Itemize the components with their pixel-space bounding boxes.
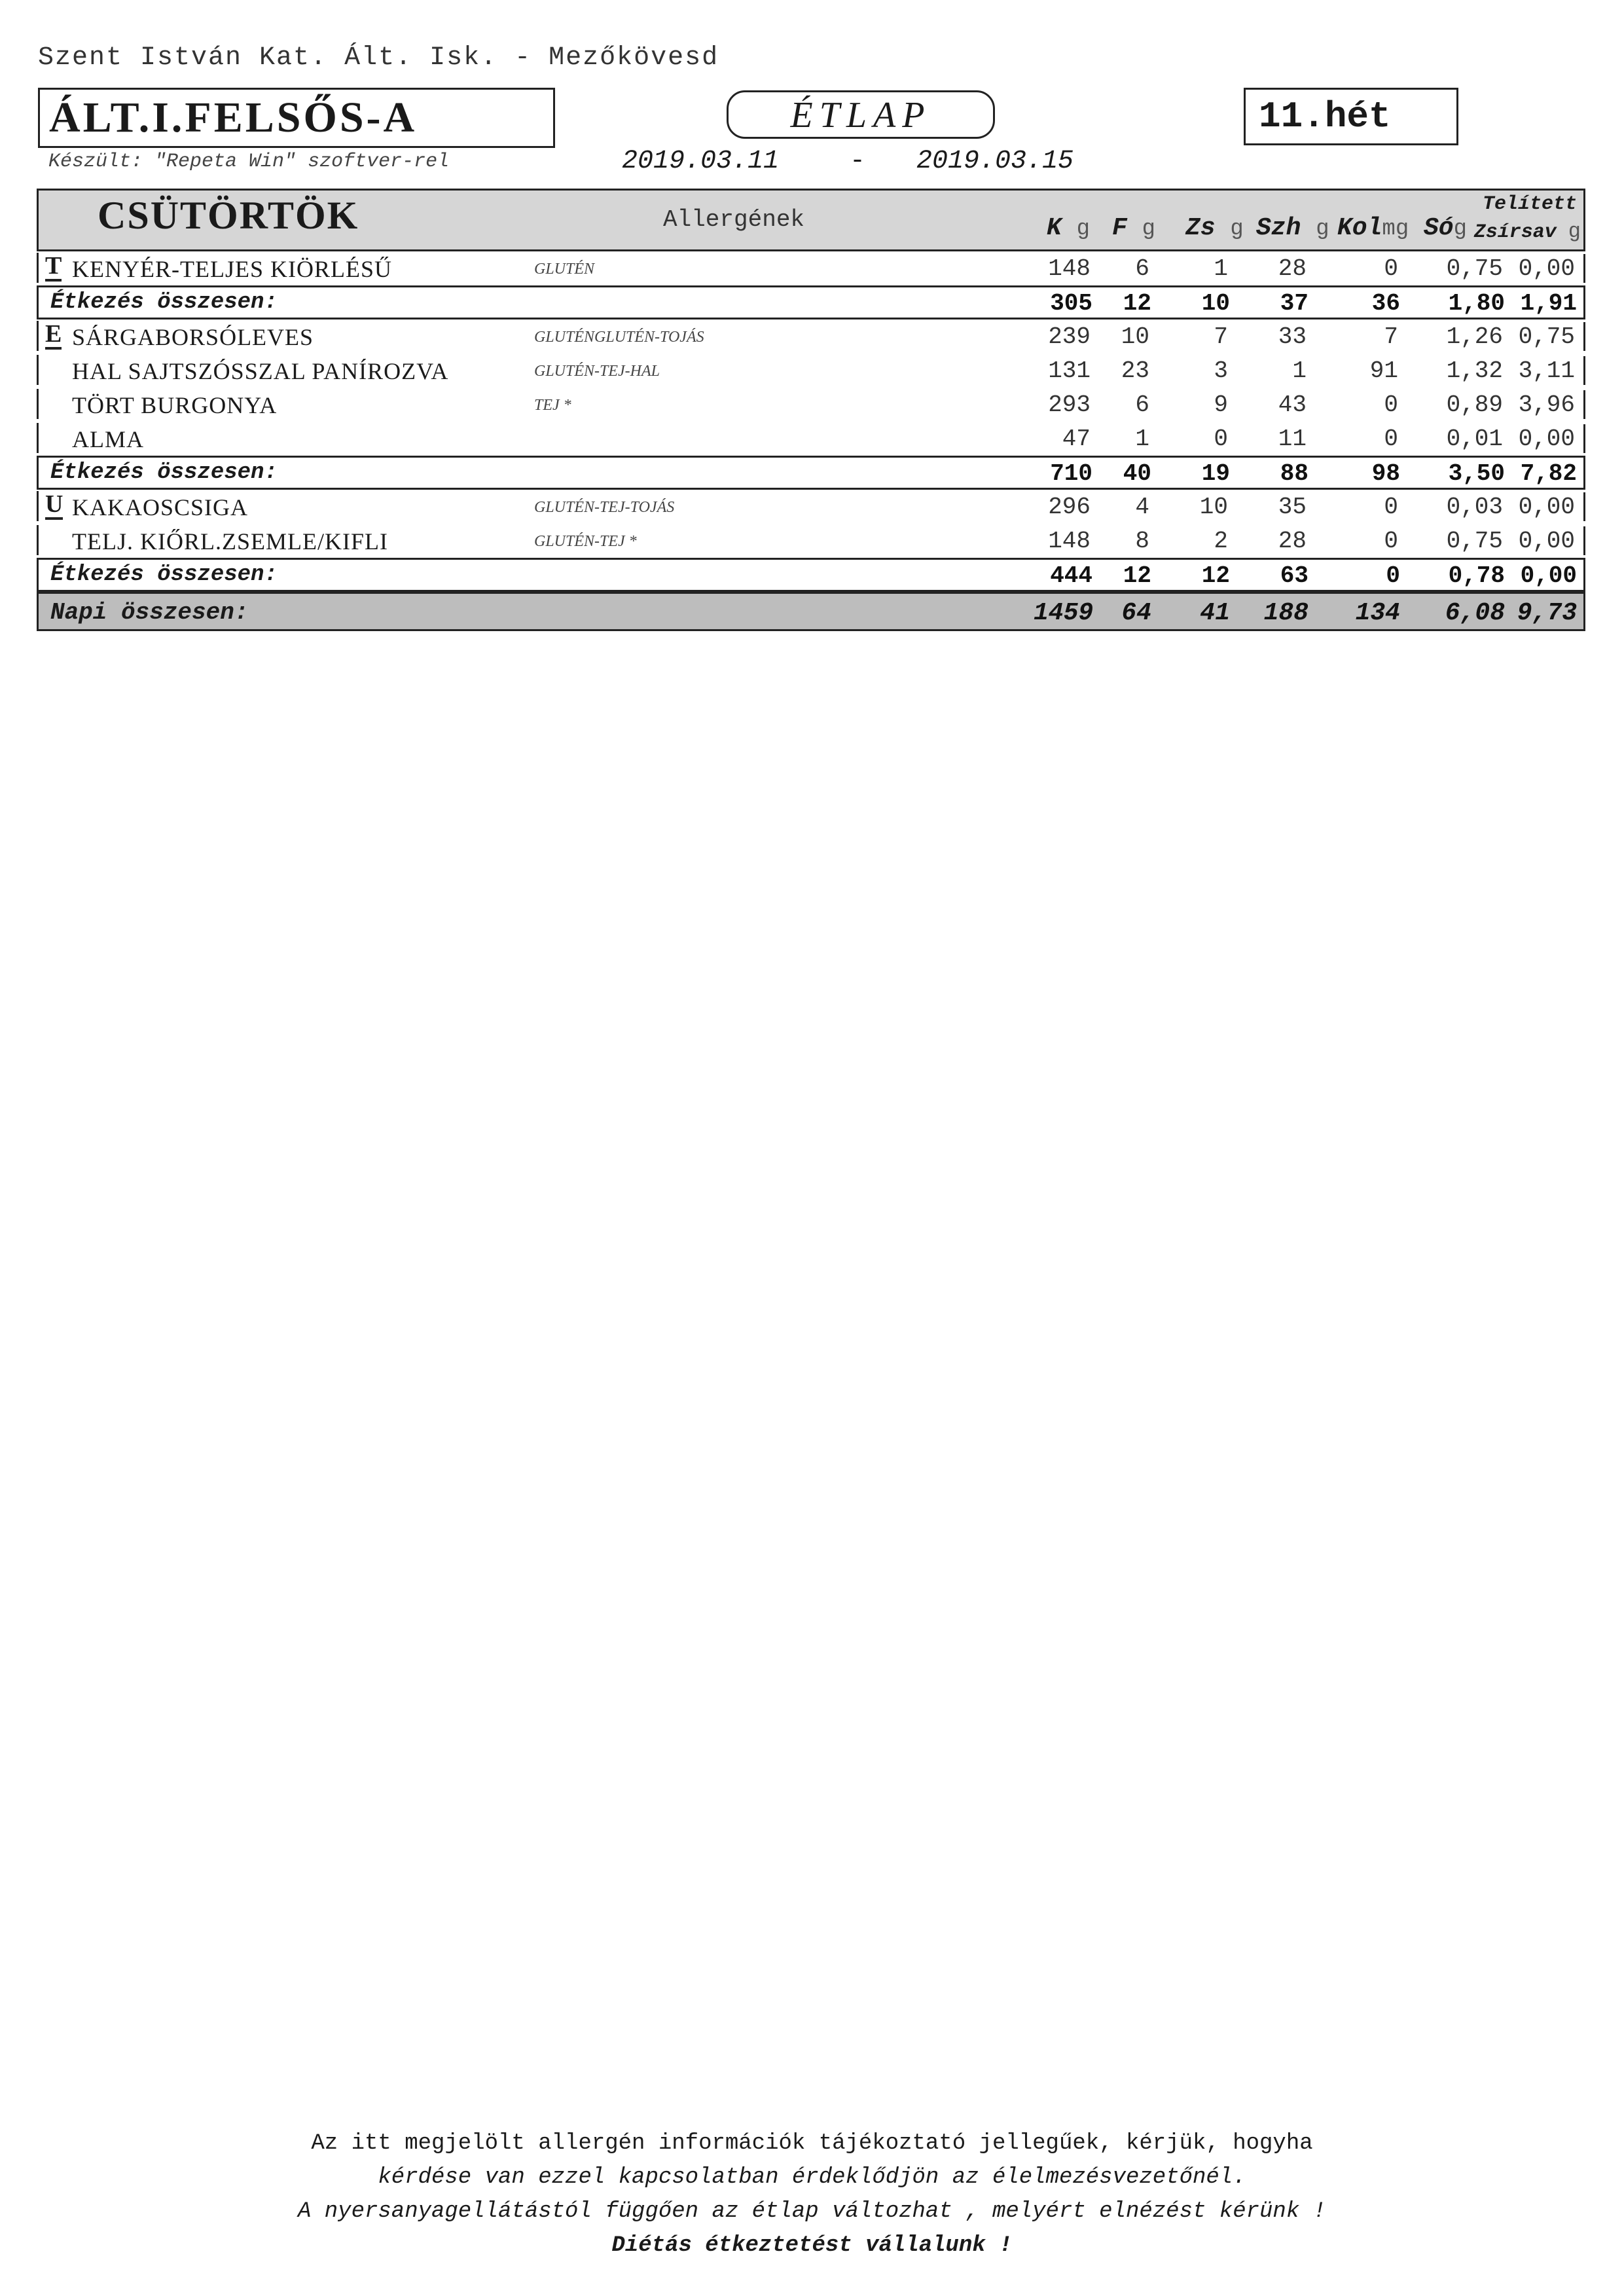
col-zsirsav-header: Zsírsav g: [1473, 219, 1581, 244]
food-name: SÁRGABORSÓLEVES: [72, 324, 314, 350]
nutrient-szh: 28: [1278, 528, 1307, 555]
col-f-header: F g: [1112, 214, 1156, 242]
row-end-bar: [1583, 254, 1585, 283]
food-name: ALMA: [72, 426, 144, 452]
meal-total-row: [37, 285, 1585, 319]
meal-total-label: Étkezés összesen:: [50, 562, 278, 587]
food-allergens: GLUTÉN-TEJ *: [534, 533, 637, 550]
date-separator: -: [850, 147, 866, 176]
food-name: KENYÉR-TELJES KIÖRLÉSŰ: [72, 256, 392, 282]
nutrient-zsir: 0,00: [1518, 426, 1575, 452]
nutrient-szh: 35: [1278, 494, 1307, 520]
nutrient-szh: 1: [1292, 357, 1307, 384]
table-row: [37, 251, 1585, 285]
nutrient-k: 293: [1048, 392, 1091, 418]
row-end-bar: [1583, 526, 1585, 555]
col-kol-header: Kolmg: [1337, 214, 1409, 242]
meal-total-zs: 10: [1201, 290, 1230, 317]
meal-marker-letter: T: [45, 253, 62, 282]
nutrient-zsir: 0,00: [1518, 494, 1575, 520]
nutrient-zs: 2: [1214, 528, 1228, 555]
meal-total-kol: 0: [1386, 562, 1400, 589]
week-number-box: 11.hét: [1244, 88, 1458, 145]
meal-marker: [37, 490, 63, 521]
nutrient-so: 0,01: [1446, 426, 1503, 452]
meal-total-f: 12: [1123, 290, 1151, 317]
table-row: [37, 490, 1585, 524]
nutrient-so: 0,03: [1446, 494, 1503, 520]
nutrient-so: 0,75: [1446, 528, 1503, 555]
meal-marker-letter: E: [45, 321, 62, 350]
software-credit: Készült: "Repeta Win" szoftver-rel: [48, 151, 450, 173]
meal-total-f: 12: [1123, 562, 1151, 589]
nutrient-so: 0,89: [1446, 392, 1503, 418]
nutrient-kol: 0: [1384, 494, 1398, 520]
meal-total-label: Étkezés összesen:: [50, 460, 278, 485]
col-zs-header: Zs g: [1185, 214, 1244, 242]
nutrient-kol: 0: [1384, 255, 1398, 282]
meal-marker: [37, 355, 58, 385]
daily-total-zsirsav: 9,73: [1517, 599, 1577, 627]
meal-marker: [37, 389, 58, 419]
date-from: 2019.03.11: [622, 147, 780, 176]
col-telitett-header: Telített: [1482, 193, 1577, 215]
nutrient-f: 23: [1121, 357, 1149, 384]
meal-marker: [37, 423, 58, 453]
meal-total-szh: 88: [1280, 460, 1308, 487]
nutrient-f: 6: [1135, 255, 1149, 282]
school-name: Szent István Kat. Ált. Isk. - Mezőkövesd: [38, 43, 719, 73]
nutrient-k: 296: [1048, 494, 1091, 520]
meal-marker: [37, 320, 62, 351]
day-title: CSÜTÖRTÖK: [98, 194, 359, 237]
meal-total-kol: 98: [1371, 460, 1400, 487]
row-end-bar: [1583, 322, 1585, 351]
food-allergens: GLUTÉN-TEJ-TOJÁS: [534, 499, 675, 516]
footer-line-1: Az itt megjelölt allergén információk tájékoztató jellegűek, kérjük, hogyha: [311, 2131, 1313, 2156]
nutrient-f: 6: [1135, 392, 1149, 418]
class-name-box: ÁLT.I.FELSŐS-A: [38, 88, 555, 148]
nutrient-zs: 10: [1199, 494, 1228, 520]
meal-total-zs: 19: [1201, 460, 1230, 487]
footer-notice: [0, 2126, 1624, 2263]
nutrient-szh: 28: [1278, 255, 1307, 282]
menu-title: ÉTLAP: [727, 90, 995, 139]
nutrient-zs: 0: [1214, 426, 1228, 452]
nutrient-zs: 9: [1214, 392, 1228, 418]
meal-total-zsir: 1,91: [1520, 290, 1577, 317]
table-row: [37, 388, 1585, 422]
table-row: [37, 354, 1585, 388]
nutrient-f: 8: [1135, 528, 1149, 555]
meal-total-szh: 63: [1280, 562, 1308, 589]
nutrient-k: 131: [1048, 357, 1091, 384]
food-name: HAL SAJTSZÓSSZAL PANÍROZVA: [72, 358, 449, 384]
meal-marker-letter: U: [45, 491, 63, 520]
daily-total-row: [37, 592, 1585, 631]
nutrient-kol: 7: [1384, 323, 1398, 350]
nutrient-kol: 0: [1384, 528, 1398, 555]
food-name: TÖRT BURGONYA: [72, 392, 278, 418]
meal-marker: [37, 252, 62, 283]
food-allergens: GLUTÉN-TEJ-HAL: [534, 363, 660, 380]
table-body: [37, 251, 1585, 592]
nutrient-zs: 7: [1214, 323, 1228, 350]
col-so-header: Sóg: [1424, 214, 1468, 242]
nutrient-k: 148: [1048, 528, 1091, 555]
nutrient-zsir: 0,00: [1518, 255, 1575, 282]
col-k-header: K g: [1047, 214, 1091, 242]
row-end-bar: [1583, 424, 1585, 453]
nutrient-f: 4: [1135, 494, 1149, 520]
table-header: [37, 189, 1585, 251]
daily-total-zs: 41: [1200, 599, 1230, 627]
meal-total-row: [37, 456, 1585, 490]
meal-total-row: [37, 558, 1585, 592]
meal-total-zsir: 7,82: [1520, 460, 1577, 487]
nutrient-so: 0,75: [1446, 255, 1503, 282]
food-allergens: TEJ *: [534, 397, 571, 414]
nutrient-zsir: 3,11: [1518, 357, 1575, 384]
nutrient-f: 1: [1135, 426, 1149, 452]
nutrient-zsir: 0,75: [1518, 323, 1575, 350]
date-to: 2019.03.15: [916, 147, 1074, 176]
nutrient-so: 1,26: [1446, 323, 1503, 350]
nutrient-k: 148: [1048, 255, 1091, 282]
nutrient-f: 10: [1121, 323, 1149, 350]
meal-total-label: Étkezés összesen:: [50, 290, 278, 315]
daily-total-so: 6,08: [1445, 599, 1505, 627]
row-end-bar: [1583, 356, 1585, 385]
food-allergens: GLUTÉNGLUTÉN-TOJÁS: [534, 329, 704, 346]
nutrient-szh: 33: [1278, 323, 1307, 350]
meal-total-so: 3,50: [1448, 460, 1505, 487]
meal-total-k: 305: [1050, 290, 1092, 317]
daily-total-szh: 188: [1263, 599, 1308, 627]
table-row: [37, 524, 1585, 558]
daily-total-label: Napi összesen:: [50, 599, 249, 626]
nutrient-zs: 1: [1214, 255, 1228, 282]
nutrient-zs: 3: [1214, 357, 1228, 384]
nutrient-k: 47: [1062, 426, 1091, 452]
allergens-header: Allergének: [663, 206, 805, 233]
nutrient-k: 239: [1048, 323, 1091, 350]
nutrient-so: 1,32: [1446, 357, 1503, 384]
nutrient-szh: 43: [1278, 392, 1307, 418]
meal-total-zs: 12: [1201, 562, 1230, 589]
food-name: KAKAOSCSIGA: [72, 494, 249, 520]
nutrient-kol: 91: [1369, 357, 1398, 384]
footer-line-3: A nyersanyagellátástól függően az étlap változhat , melyért elnézést kérünk !: [297, 2199, 1327, 2224]
meal-total-f: 40: [1123, 460, 1151, 487]
meal-total-k: 444: [1050, 562, 1092, 589]
footer-line-2: kérdése van ezzel kapcsolatban érdeklődjön az élelmezésvezetőnél.: [378, 2165, 1246, 2190]
table-row: [37, 319, 1585, 354]
daily-total-f: 64: [1121, 599, 1151, 627]
table-row: [37, 422, 1585, 456]
food-allergens: GLUTÉN: [534, 261, 595, 278]
col-szh-header: Szh g: [1256, 214, 1329, 242]
food-name: TELJ. KIŐRL.ZSEMLE/KIFLI: [72, 528, 388, 555]
meal-total-szh: 37: [1280, 290, 1308, 317]
row-end-bar: [1583, 492, 1585, 521]
meal-total-so: 1,80: [1448, 290, 1505, 317]
meal-total-k: 710: [1050, 460, 1092, 487]
meal-total-zsir: 0,00: [1520, 562, 1577, 589]
nutrient-zsir: 0,00: [1518, 528, 1575, 555]
meal-total-kol: 36: [1371, 290, 1400, 317]
daily-total-k: 1459: [1034, 599, 1094, 627]
daily-total-kol: 134: [1355, 599, 1400, 627]
meal-marker: [37, 525, 58, 555]
nutrient-szh: 11: [1278, 426, 1307, 452]
nutrient-kol: 0: [1384, 392, 1398, 418]
nutrient-zsir: 3,96: [1518, 392, 1575, 418]
menu-table: [37, 189, 1585, 631]
footer-line-4: Diétás étkeztetést vállalunk !: [611, 2233, 1013, 2258]
row-end-bar: [1583, 390, 1585, 419]
meal-total-so: 0,78: [1448, 562, 1505, 589]
nutrient-kol: 0: [1384, 426, 1398, 452]
